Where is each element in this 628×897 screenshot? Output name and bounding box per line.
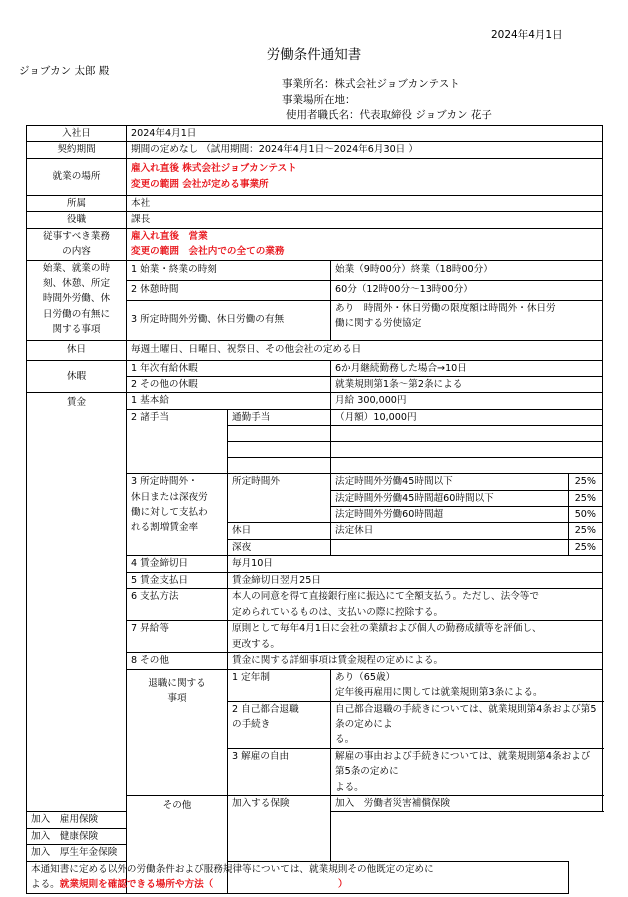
premium-item-line: 働に対して支払わ xyxy=(131,507,208,519)
table-row xyxy=(27,393,603,409)
rules-note-prefix: よる。 xyxy=(31,878,60,890)
premium-item xyxy=(127,474,228,556)
voluntary-item-line: の手続き xyxy=(232,718,271,730)
raise-line: 更改する。 xyxy=(232,638,280,650)
conditions-table xyxy=(26,125,603,894)
allowances-item: 2 諸手当 xyxy=(127,409,228,473)
raise-item: 7 昇給等 xyxy=(127,621,228,653)
rules-note xyxy=(27,861,569,893)
voluntary-item xyxy=(228,701,331,748)
pay-method-line: 本人の同意を得て直接銀行座に振込にて全額支払う。ただし、法令等で xyxy=(232,591,539,603)
rules-note-line: 本通知書に定める以外の労働条件および服務規律等については、就業規則その他既定の定めに xyxy=(31,863,434,875)
overtime-value-line: 働に関する労使協定 xyxy=(335,318,422,330)
voluntary-line: る。 xyxy=(335,734,355,746)
overtime-premium-label: 所定時間外 xyxy=(228,474,331,523)
department-value: 本社 xyxy=(127,195,603,211)
overtime-tier-rate: 25% xyxy=(569,474,603,490)
department-label: 所属 xyxy=(27,195,127,211)
overtime-tier-name: 法定時間外労働60時間超 xyxy=(331,507,569,523)
hours-label-line: 時間外労働、休 xyxy=(42,293,111,305)
night-premium-label: 深夜 xyxy=(228,539,331,555)
allowance-value-empty xyxy=(331,442,603,458)
table-row xyxy=(27,126,603,142)
hire-date-label: 入社日 xyxy=(27,126,127,142)
rules-location-note: 就業規則を確認できる場所や方法（ ） xyxy=(59,878,348,890)
basic-pay-value: 月給 300,000円 xyxy=(331,393,603,409)
workplace-label: 就業の場所 xyxy=(27,158,127,195)
raise-value xyxy=(228,621,603,653)
holidays-value: 毎週土曜日、日曜日、祝祭日、その他会社の定める日 xyxy=(127,340,603,360)
allowance-name-empty xyxy=(228,458,331,474)
other-leave-value: 就業規則第1条〜第2条による xyxy=(331,377,603,393)
table-row xyxy=(27,158,603,195)
issue-date: 2024年4月1日 xyxy=(491,29,563,41)
overtime-value xyxy=(331,300,603,340)
insurance-entry: 加入 厚生年金保険 xyxy=(27,845,331,861)
hours-label-line: 刻、休憩、所定 xyxy=(42,278,111,290)
retirement-age-line: あり（65歳） xyxy=(335,671,396,683)
position-value: 課長 xyxy=(127,212,603,228)
overtime-tier-name: 法定時間外労働45時間以下 xyxy=(331,474,569,490)
duties-label xyxy=(27,228,127,260)
overtime-tier-name: 法定時間外労働45時間超60時間以下 xyxy=(331,490,569,506)
employer-representative: 使用者職氏名：代表取締役 ジョブカン 花子 xyxy=(286,109,492,121)
allowance-name: 通勤手当 xyxy=(228,409,331,425)
table-row xyxy=(27,861,603,893)
duties-label-line: の内容 xyxy=(62,246,91,258)
insurance-item: 加入する保険 xyxy=(228,795,331,861)
voluntary-item-line: 2 自己都合退職 xyxy=(232,703,299,715)
table-row xyxy=(27,360,603,376)
overtime-item: 3 所定時間外労働、休日労働の有無 xyxy=(127,300,331,340)
dismissal-value xyxy=(331,748,603,795)
night-premium-empty xyxy=(331,539,569,555)
premium-item-line: 休日または深夜労 xyxy=(131,491,208,503)
allowance-value-empty xyxy=(331,458,603,474)
dismissal-line: よる。 xyxy=(335,781,364,793)
workplace-initial: 雇入れ直後 株式会社ジョブカンテスト xyxy=(131,163,297,175)
paid-leave-value: 6か月継続勤務した場合→10日 xyxy=(331,360,603,376)
duties-label-line: 従事すべき業務 xyxy=(43,230,110,242)
work-time-item: 1 始業・終業の時刻 xyxy=(127,260,331,280)
pay-method-value xyxy=(228,589,603,621)
break-time-value: 60分（12時00分〜13時00分） xyxy=(331,280,603,300)
contract-value: 期間の定めなし （試用期間：2024年4月1日〜2024年6月30日 ） xyxy=(127,142,603,158)
duties-value xyxy=(127,228,603,260)
table-row xyxy=(27,812,603,828)
holidays-label: 休日 xyxy=(27,340,127,360)
table-row xyxy=(27,228,603,260)
duties-initial: 雇入れ直後 営業 xyxy=(131,230,208,242)
table-row xyxy=(27,340,603,360)
paid-leave-item: 1 年次有給休暇 xyxy=(127,360,331,376)
dismissal-line: 解雇の事由および手続きについては、就業規則第4条および第5条の定めに xyxy=(335,750,591,778)
hours-label-line: 日労働の有無に xyxy=(42,308,111,320)
employer-block xyxy=(282,77,492,124)
premium-item-line: れる割増賃金率 xyxy=(131,522,199,534)
workplace-value xyxy=(127,158,603,195)
hours-label-line: 始業、就業の時 xyxy=(42,262,111,274)
pay-method-item: 6 支払方法 xyxy=(127,589,228,621)
allowance-name-empty xyxy=(228,426,331,442)
basic-pay-item: 1 基本給 xyxy=(127,393,331,409)
duties-scope: 変更の範囲 会社内での全ての業務 xyxy=(131,246,285,258)
retirement-label-line: 事項 xyxy=(167,692,187,704)
leave-label: 休暇 xyxy=(27,360,127,393)
table-row xyxy=(27,142,603,158)
employer-office: 事業所名：株式会社ジョブカンテスト xyxy=(282,78,460,90)
wages-label: 賃金 xyxy=(27,393,127,812)
allowance-name-empty xyxy=(228,442,331,458)
payday-value: 賃金締切日翌月25日 xyxy=(228,572,603,588)
rules-note-line xyxy=(31,877,564,892)
table-row xyxy=(27,828,603,844)
overtime-tier-rate: 25% xyxy=(569,490,603,506)
payday-item: 5 賃金支払日 xyxy=(127,572,228,588)
employer-address: 事業場所在地： xyxy=(282,93,356,106)
break-time-item: 2 休憩時間 xyxy=(127,280,331,300)
holiday-premium-rate: 25% xyxy=(569,523,603,539)
table-row xyxy=(27,260,603,280)
contract-label: 契約期間 xyxy=(27,142,127,158)
cutoff-value: 毎月10日 xyxy=(228,556,603,572)
allowance-value: （月額）10,000円 xyxy=(331,409,603,425)
voluntary-line: 自己都合退職の手続きについては、就業規則第4条および第5条の定めによ xyxy=(335,703,597,730)
table-row xyxy=(27,212,603,228)
retirement-age-line: 定年後再雇用に関しては就業規則第3条による。 xyxy=(335,686,543,698)
recipient-name: ジョブカン 太郎 殿 xyxy=(19,65,110,77)
retirement-age-item: 1 定年制 xyxy=(228,669,331,701)
table-row xyxy=(27,845,603,861)
hours-label xyxy=(27,260,127,340)
workplace-scope: 変更の範囲 会社が定める事業所 xyxy=(131,178,269,190)
others-label: その他 xyxy=(127,795,228,893)
holiday-premium-name: 法定休日 xyxy=(331,523,569,539)
insurance-entry: 加入 労働者災害補償保険 xyxy=(331,795,603,811)
raise-line: 原則として毎年4月1日に会社の業績および個人の勤務成績等を評価し、 xyxy=(232,623,542,635)
allowance-value-empty xyxy=(331,426,603,442)
pay-method-line: 定められているものは、支払いの際に控除する。 xyxy=(232,606,444,618)
dismissal-item: 3 解雇の自由 xyxy=(228,748,331,795)
holiday-premium-label: 休日 xyxy=(228,523,331,539)
overtime-tier-rate: 50% xyxy=(569,507,603,523)
wages-other-item: 8 その他 xyxy=(127,653,228,669)
insurance-entry: 加入 雇用保険 xyxy=(27,812,331,828)
premium-item-line: 3 所定時間外・ xyxy=(131,476,198,488)
work-time-value: 始業（9時00分）終業（18時00分） xyxy=(331,260,603,280)
document-title: 労働条件通知書 xyxy=(266,47,362,63)
insurance-entry: 加入 健康保険 xyxy=(27,828,331,844)
position-label: 役職 xyxy=(27,212,127,228)
hire-date-value: 2024年4月1日 xyxy=(127,126,603,142)
overtime-value-line: あり 時間外・休日労働の限度額は時間外・休日労 xyxy=(335,302,556,314)
wages-other-value: 賃金に関する詳細事項は賃金規程の定めによる。 xyxy=(228,653,603,669)
voluntary-value xyxy=(331,701,603,748)
hours-label-line: 関する事項 xyxy=(52,324,101,336)
cutoff-item: 4 賃金締切日 xyxy=(127,556,228,572)
other-leave-item: 2 その他の休暇 xyxy=(127,377,331,393)
retirement-label xyxy=(127,669,228,795)
night-premium-rate: 25% xyxy=(569,539,603,555)
table-row xyxy=(27,195,603,211)
retirement-age-value xyxy=(331,669,603,701)
retirement-label-line: 退職に関する xyxy=(148,677,206,689)
